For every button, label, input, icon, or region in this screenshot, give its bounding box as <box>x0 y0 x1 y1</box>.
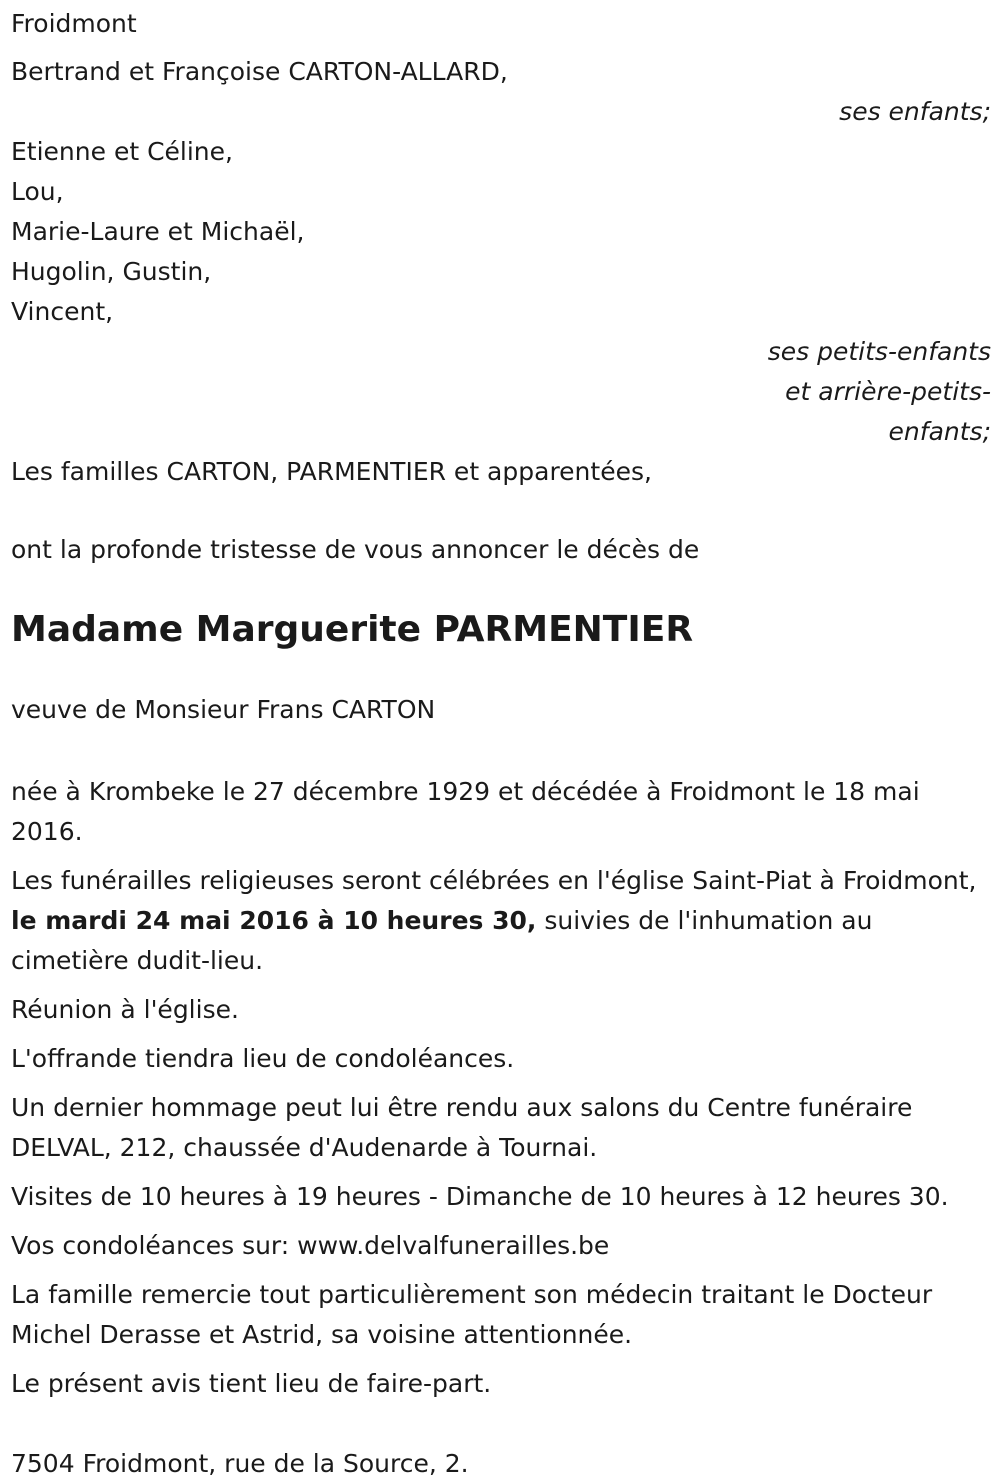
thanks-info: La famille remercie tout particulièrement son médecin traitant le Docteur Michel Derasse et Astrid, sa voisine attentionnée. <box>11 1280 933 1349</box>
grandchildren-role-line: ses petits-enfants <box>767 337 991 366</box>
grandchildren-role-line: et arrière-petits- <box>785 377 991 406</box>
funeral-date: le mardi 24 mai 2016 à 10 heures 30, <box>11 906 537 935</box>
grandchildren-role <box>11 332 991 452</box>
children-role: ses enfants; <box>839 97 991 126</box>
announcement: ont la profonde tristesse de vous annoncer le décès de <box>11 535 700 564</box>
notice-info: Le présent avis tient lieu de faire-part. <box>11 1369 492 1398</box>
widow-of: veuve de Monsieur Frans CARTON <box>11 695 436 724</box>
deceased-name: Madame Marguerite PARMENTIER <box>11 609 694 650</box>
meeting-info: Réunion à l'église. <box>11 995 239 1024</box>
children-names: Bertrand et Françoise CARTON-ALLARD, <box>11 57 508 86</box>
birth-death: née à Krombeke le 27 décembre 1929 et décédée à Froidmont le 18 mai 2016. <box>11 777 920 846</box>
grandchild-name: Marie-Laure et Michaël, <box>11 217 305 246</box>
address: 7504 Froidmont, rue de la Source, 2. <box>11 1449 469 1478</box>
offering-info: L'offrande tiendra lieu de condoléances. <box>11 1044 515 1073</box>
obituary-notice <box>11 4 991 1484</box>
grandchild-name: Vincent, <box>11 297 114 326</box>
grandchild-name: Hugolin, Gustin, <box>11 257 212 286</box>
funeral-intro: Les funérailles religieuses seront célébrées en l'église Saint-Piat à Froidmont, <box>11 866 977 895</box>
grandchildren-role-line: enfants; <box>888 417 991 446</box>
funeral-rest: suivies de l'inhumation au cimetière dudit-lieu. <box>11 906 873 975</box>
visits-info: Visites de 10 heures à 19 heures - Dimanche de 10 heures à 12 heures 30. <box>11 1182 949 1211</box>
funeral-info <box>11 861 991 981</box>
families: Les familles CARTON, PARMENTIER et apparentées, <box>11 457 652 486</box>
grandchildren-list <box>11 132 991 332</box>
tribute-info: Un dernier hommage peut lui être rendu aux salons du Centre funéraire DELVAL, 212, chaussée d'Audenarde à Tournai. <box>11 1093 913 1162</box>
grandchild-name: Lou, <box>11 177 64 206</box>
grandchild-name: Etienne et Céline, <box>11 137 233 166</box>
header-town: Froidmont <box>11 9 137 38</box>
condolences-info: Vos condoléances sur: www.delvalfunerailles.be <box>11 1231 610 1260</box>
